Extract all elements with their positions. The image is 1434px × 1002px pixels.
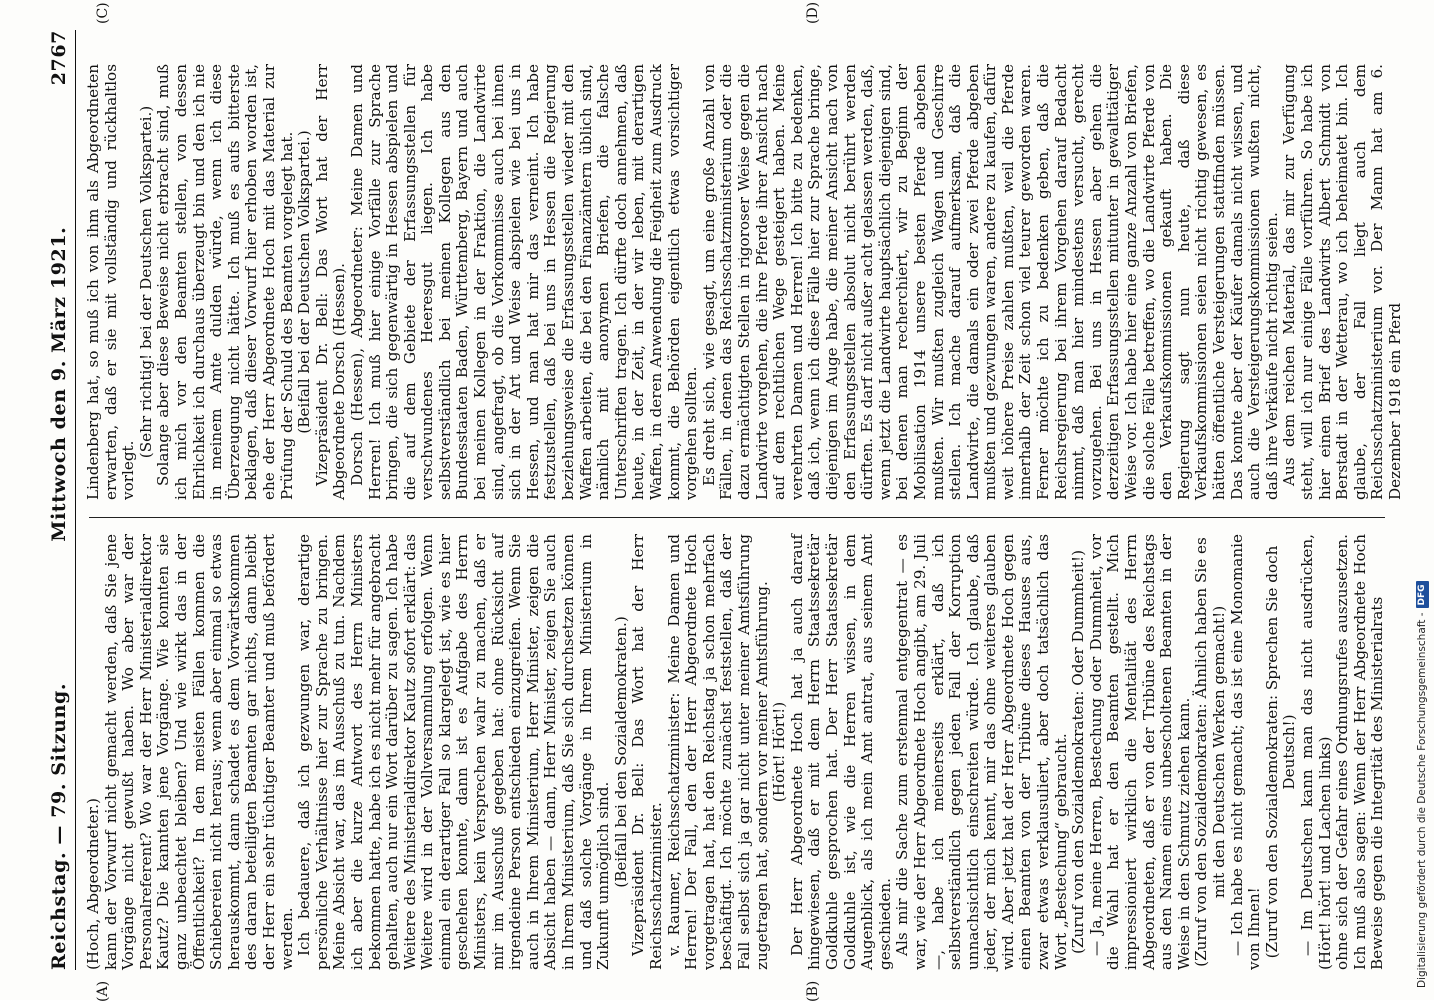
paragraph: — Ich habe es nicht gemacht; das ist eine Monomanie von Ihnen! [1227,534,1264,970]
paragraph: kann der Vorwurf nicht gemacht werden, daß Sie jene Vorgänge nicht gewußt haben. Wo aber war der Personalreferent? Wo war der Herr Ministerialdirektor Kautz? Die kannten jene Vorgänge. Wie konnten sie ganz unbeachtet bleiben? Und wie wirkt das in der Öffentlichkeit? In den meisten Fällen kommen die Schiebereien nicht heraus; wenn aber einmal so etwas herauskommt, dann schadet es dem Vorwärtskommen des daran beteiligten Beamten gar nichts, dann bleibt der Herr ein sehr tüchtiger Beamter und muß befördert werden. [101,534,296,970]
interjection: (Beifall bei den Sozialdemokraten.) [611,616,630,888]
paragraph: Als mir die Sache zum erstenmal entgegentrat — es war, wie der Herr Abgeordnete Hoch angibt, am 29. Juli —, habe ich meinerseits erklärt, daß ich selbstverständlich gegen jeden Fall der Korruption unnachsichtlich einschreiten würde. Ich glaube, daß jeder, der mich kennt, mir das ohne weiteres glauben wird. Aber jetzt hat der Herr Abgeordnete Hoch gegen einen Beamten von der Tribüne dieses Hauses aus, zwar etwas verklausuliert, aber doch tatsächlich das Wort „Bestechung“ gebraucht. [893,534,1070,970]
credit-text: Digitalisierung gefördert durch die Deutsche Forschungsgemeinschaft - [1416,612,1428,988]
rotated-newspaper-page [45,1,1404,1002]
right-text-column [84,64,1404,500]
paragraph: — Ja, meine Herren, Bestechung oder Dummheit, vor die Wahl hat er den Beamten gestellt. Mich impressioniert wirklich die Mentalität des Herrn Abgeordneten, daß er von der Tribüne des Reichstags aus den Namen eines unbescholtenen Beamten in der Weise in den Schmutz ziehen kann. [1086,534,1193,970]
paragraph: (Hoch, Abgeordneter.) [84,798,102,970]
paragraph: Lindenberg hat, so muß ich von ihm als Abgeordneten erwarten, daß er sie mit vollständig und rückhaltlos vorlegt. [84,64,138,500]
interjection: (Beifall bei der Deutschen Volkspartei.) [295,130,314,434]
header-page-number: 2767 [48,30,71,86]
interjection: (Zuruf von den Sozialdemokraten: Ähnlich haben Sie es mit den Deutschen Werken gemacht!) [1192,537,1228,967]
margin-marker-c: (C) [95,2,111,24]
margin-marker-d: (D) [805,1,821,24]
paragraph: ohne sich der Gefahr eines Ordnungsrufes auszusetzen. Ich muß also sagen: Wenn der Herr Abgeordnete Hoch Beweise gegen die Integrität des Ministerialrats [1333,534,1387,970]
interjection: (Zuruf von den Sozialdemokraten: Sprechen Sie doch Deutsch!) [1262,545,1299,959]
header-session: Reichstag. — 79. Sitzung. [48,682,71,970]
margin-marker-b: (B) [805,980,821,1002]
paragraph: Aus dem reichen Material, das mir zur Verfügung steht, will ich nur einige Fälle vorführen. So habe ich hier einen Brief des Landwirts Albert Schmidt von Berstadt in der Wetterau, wo ich beheimatet bin. Ich glaube, der Fall liegt auch dem Reichsschatzministerium vor. Der Mann hat am 6. Dezember 1918 ein Pferd [1280,64,1404,500]
paragraph: Dorsch (Hessen), Abgeordneter: Meine Damen und Herren! Ich muß hier einige Vorfälle zur Sprache bringen, die sich gegenwärtig in Hessen abspielen und die auf dem Gebiete der Erfassungsstellen für verschwundenes Heeresgut liegen. Ich habe selbstverständlich bei meinen Kollegen aus den Bundesstaaten Baden, Württemberg, Bayern und auch bei meinen Kollegen in der Fraktion, die Landwirte sind, angefragt, ob die Vorkommnisse auch bei ihnen sich in der Art und Weise abspielen wie bei uns in Hessen, und man hat mir das verneint. Ich habe festzustellen, daß bei uns in Hessen die Regierung beziehungsweise die Erfassungsstellen wieder mit den Waffen arbeiten, die bei den Finanzämtern üblich sind, nämlich mit anonymen Briefen, die falsche Unterschriften tragen. Ich dürfte doch annehmen, daß heute, in der Zeit, in der wir leben, mit derartigen Waffen, in deren Anwendung die Feigheit zum Ausdruck kommt, die Behörden eigentlich etwas vorsichtiger vorgehen sollten. [347,64,701,500]
digitization-credit [1414,8,1430,988]
margin-marker-a: (A) [95,980,111,1002]
paragraph: Der Herr Abgeordnete Hoch hat ja auch darauf hingewiesen, daß er mit dem Herrn Staatssekretär Goldkuhle gesprochen hat. Der Herr Staatssekretär Goldkuhle ist, wie die Herren wissen, in dem Augenblick, als ich mein Amt antrat, aus seinem Amt geschieden. [787,534,894,970]
header-date: Mittwoch den 9. März 1921. [48,226,71,542]
dfg-logo: DFG [1416,581,1429,608]
paragraph: Vizepräsident Dr. Bell: Das Wort hat der Herr Reichsschatzminister. [629,534,665,970]
paragraph: Vizepräsident Dr. Bell: Das Wort hat der Herr Abgeordnete Dorsch (Hessen). [312,64,349,500]
page-header [45,30,76,970]
paragraph: v. Raumer, Reichsschatzminister: Meine Damen und Herren! Der Fall, den der Herr Abgeordnete Hoch vorgetragen hat, hat den Reichstag ja schon mehrfach beschäftigt. Ich möchte zunächst feststellen, daß der Fall selbst sich ja gar nicht unter meiner Amtsführung zugetragen hat, sondern vor meiner Amtsführung. [664,534,771,970]
interjection: (Sehr richtig! bei der Deutschen Volkspartei.) [136,105,155,459]
paragraph: Ich bedauere, daß ich gezwungen war, derartige persönliche Verhältnisse hier zur Sprache zu bringen. Meine Absicht war, das im Ausschuß zu tun. Nachdem ich aber die kurze Antwort des Herrn Ministers bekommen hatte, habe ich es nicht mehr für angebracht gehalten, auch nur ein Wort darüber zu sagen. Ich habe Weitere des Ministerialdirektor Kautz sofort erklärt: das Weitere wird in der Vollversammlung erfolgen. Wenn einmal ein derartiger Fall so klargelegt ist, wie es hier geschehen konnte, dann ist es Aufgabe des Herrn Ministers, kein Versprechen wahr zu machen, daß er mir im Ausschuß gegeben hat: ohne Rücksicht auf irgendeine Person entschieden einzugreifen. Wenn Sie auch in Ihrem Ministerium, Herr Minister, zeigen die Absicht haben — dann, Herr Minister, zeigen Sie auch in Ihrem Ministerium, daß Sie sich durchsetzen können und daß solche Vorgänge in Ihrem Ministerium in Zukunft unmöglich sind. [295,534,613,970]
paragraph: Es dreht sich, wie gesagt, um eine große Anzahl von Fällen, in denen das Reichsschatzministerium oder die dazu ermächtigten Stellen in rigoroser Weise gegen die Landwirte vorgehen, die ihre Pferde ihrer Ansicht nach auf dem rechtlichen Wege gesteigert haben. Meine verehrten Damen und Herren! Ich bitte zu bedenken, daß ich, wenn ich diese Fälle hier zur Sprache bringe, diejenigen im Auge habe, die meiner Ansicht nach von den Erfassungsstellen absolut nicht berührt werden dürften. Es darf nicht außer acht gelassen werden, daß, wenn jetzt die Landwirte hauptsächlich diejenigen sind, bei denen man recherchiert, wir zu Beginn der Mobilisation 1914 unsere besten Pferde abgeben mußten. Wir mußten zugleich Wagen und Geschirre stellen. Ich mache darauf aufmerksam, daß die Landwirte, die damals ein oder zwei Pferde abgeben mußten und gezwungen waren, andere zu kaufen, dafür weit höhere Preise zahlen mußten, weil die Pferde innerhalb der Zeit schon viel teurer geworden waren. Ferner möchte ich zu bedenken geben, daß die Reichsregierung bei ihrem Vorgehen darauf Bedacht nimmt, daß man hier mindestens versucht, gerecht vorzugehen. Bei uns in Hessen aber gehen die derzeitigen Erfassungsstellen mitunter in gewalttätiger Weise vor. Ich habe hier eine ganze Anzahl von Briefen, die solche Fälle betreffen, wo die Landwirte Pferde von den Verkaufskommissionen gekauft haben. Die Regierung sagt nun heute, daß diese Verkaufskommissionen seien nicht richtig gewesen, es hätten öffentliche Versteigerungen stattfinden müssen. Das konnte aber der Käufer damals nicht wissen, und auch die Versteigerungskommissionen wußten nicht, daß ihre Verkäufe nicht richtig seien. [699,64,1281,500]
interjection: (Hört! Hört!) [770,701,789,803]
interjection: (Zuruf von den Sozialdemokraten: Oder Dummheit!) [1069,549,1088,955]
column-divider [89,517,1385,518]
left-text-column [85,534,1385,970]
paragraph: — Im Deutschen kann man das nicht ausdrücken, (Hört! hört! und Lachen links) [1297,534,1334,970]
paragraph: Solange aber diese Beweise nicht erbracht sind, muß ich mich vor den Beamten stellen, von dessen Ehrlichkeit ich durchaus überzeugt bin und den ich nie in meinem Amte dulden würde, wenn ich diese Überzeugung nicht hätte. Ich muß es aufs bitterste beklagen, daß dieser Vorwurf hier erhoben worden ist, ehe der Herr Abgeordnete Hoch mit das Material zur Prüfung der Schuld des Beamten vorgelegt hat. [154,64,296,500]
